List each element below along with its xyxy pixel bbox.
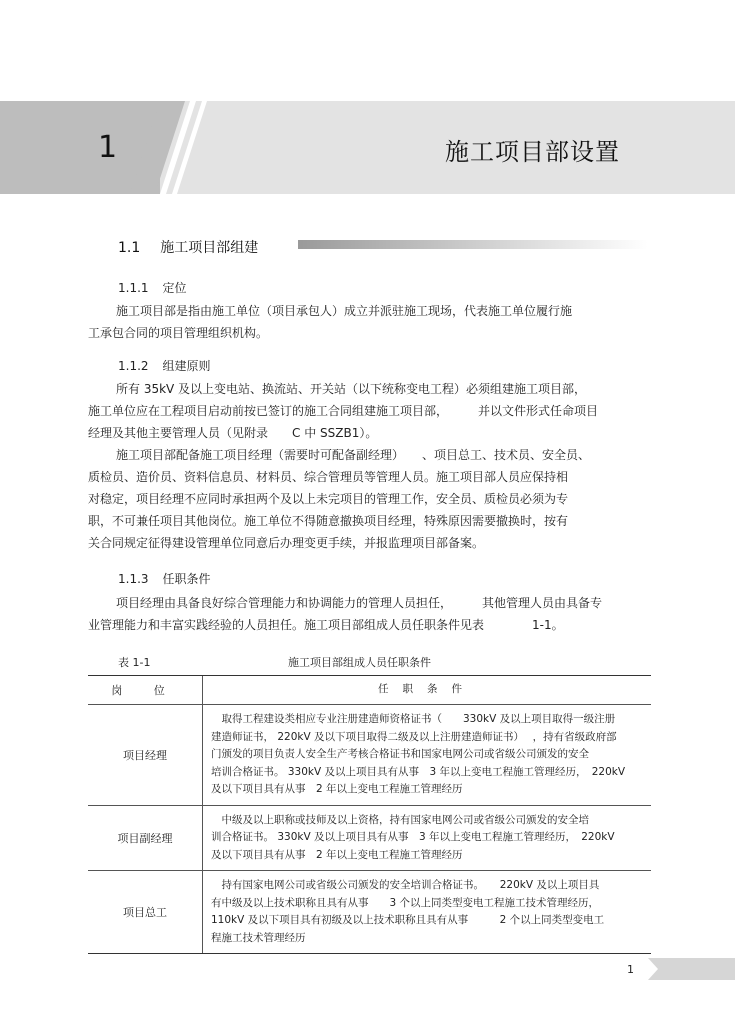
header-requirements-label: 任职条件: [378, 683, 476, 696]
paragraph-line: 施工项目部是指由施工单位（项目承包人）成立并派驻施工现场，代表施工单位履行施: [116, 304, 573, 318]
requirements-cell: [203, 871, 651, 953]
paragraph-line: 质检员、造价员、资料信息员、材料员、综合管理员等管理人员。施工项目部人员应保持相: [88, 470, 569, 484]
header-position: [88, 676, 203, 704]
table-header-row: [88, 676, 651, 704]
header-requirements: [203, 676, 651, 704]
paragraph-line: 经理及其他主要管理人员（见附录 C 中 SSZB1）。: [88, 426, 378, 440]
header-position-label: 岗 位: [111, 684, 179, 697]
qualification-table: [88, 675, 651, 954]
banner-slant-stripes: [130, 101, 220, 194]
subsection-heading-1: [118, 279, 187, 296]
paragraph-line: 职，不可兼任项目其他岗位。施工单位不得随意撤换项目经理，特殊原因需要撤换时，按有: [88, 514, 569, 528]
requirements-line: 建造师证书， 220kV 及以下项目取得二级及以上注册建造师证书） ，持有省级政府部: [211, 730, 617, 743]
paragraph-line: 施工项目部配备施工项目经理（需要时可配备副经理） 、项目总工、技术员、安全员、: [116, 448, 591, 462]
paragraph-line: 对稳定，项目经理不应同时承担两个及以上未完项目的管理工作，安全员、质检员必须为专: [88, 492, 569, 506]
requirements-line: 有中级及以上技术职称且具有从事 3 个以上同类型变电工程施工技术管理经历，: [211, 896, 600, 909]
table-title: 施工项目部组成人员任职条件: [288, 656, 431, 669]
page-number: 1: [627, 963, 634, 976]
chapter-number: 1: [98, 130, 118, 165]
requirements-line: 及以下项目具有从事 2 年以上变电工程施工管理经历: [211, 783, 463, 795]
requirements-cell: [203, 705, 651, 805]
section-title: 施工项目部组建: [160, 240, 259, 256]
subsection-number: 1.1.1: [118, 281, 149, 295]
chapter-banner: [0, 101, 735, 194]
paragraph-principles: [88, 378, 648, 554]
paragraph-qualifications: [88, 592, 648, 636]
table-caption: 表 1-1: [118, 656, 151, 669]
table-row: [88, 870, 651, 953]
paragraph-line: 施工单位应在工程项目启动前按已签订的施工合同组建施工项目部， 并以文件形式任命项目: [88, 404, 599, 418]
subsection-title: 定位: [162, 281, 187, 295]
paragraph-definition: [88, 300, 648, 344]
requirements-cell: [203, 806, 651, 871]
requirements-line: 中级及以上职称或技师及以上资格，持有国家电网公司或省级公司颁发的安全培: [211, 813, 589, 826]
subsection-heading-2: [118, 357, 211, 374]
position-cell: 项目经理: [88, 705, 203, 805]
requirements-line: 及以下项目具有从事 2 年以上变电工程施工管理经历: [211, 848, 463, 861]
requirements-line: 取得工程建设类相应专业注册建造师资格证书（ 330kV 及以上项目取得一级注册: [211, 713, 616, 725]
paragraph-line: 关合同规定征得建设管理单位同意后办理变更手续，并报监理项目部备案。: [88, 536, 485, 550]
position-cell: 项目副经理: [88, 806, 203, 871]
section-heading: [118, 237, 258, 257]
requirements-line: 训合格证书。 330kV 及以上项目具有从事 3 年以上变电工程施工管理经历， 220kV: [211, 831, 615, 843]
chapter-title: 施工项目部设置: [445, 138, 620, 166]
subsection-number: 1.1.2: [118, 359, 149, 373]
paragraph-line: 业管理能力和丰富实践经验的人员担任。施工项目部组成人员任职条件见表 1-1。: [88, 618, 564, 632]
subsection-title: 任职条件: [162, 572, 211, 586]
requirements-line: 持有国家电网公司或省级公司颁发的安全培训合格证书。 220kV 及以上项目具: [211, 879, 600, 891]
requirements-line: 门颁发的项目负责人安全生产考核合格证书和国家电网公司或省级公司颁发的安全: [211, 748, 589, 760]
subsection-number: 1.1.3: [118, 572, 149, 586]
subsection-title: 组建原则: [162, 359, 211, 373]
paragraph-line: 工承包合同的项目管理组织机构。: [88, 326, 269, 340]
section-gradient-bar: [298, 240, 648, 249]
requirements-line: 程施工技术管理经历: [211, 931, 306, 944]
table-row: [88, 805, 651, 871]
table-row: [88, 704, 651, 805]
requirements-line: 110kV 及以下项目具有初级及以上技术职称且具有从事 2 个以上同类型变电工: [211, 914, 605, 926]
page-tab-arrow: [648, 958, 735, 980]
requirements-line: 培训合格证书。 330kV 及以上项目具有从事 3 年以上变电工程施工管理经历， 220kV: [211, 765, 626, 778]
section-number: 1.1: [118, 240, 141, 256]
position-cell: 项目总工: [88, 871, 203, 953]
subsection-heading-3: [118, 570, 211, 587]
paragraph-line: 项目经理由具备良好综合管理能力和协调能力的管理人员担任， 其他管理人员由具备专: [116, 596, 603, 610]
paragraph-line: 所有 35kV 及以上变电站、换流站、开关站（以下统称变电工程）必须组建施工项目部，: [116, 382, 587, 396]
